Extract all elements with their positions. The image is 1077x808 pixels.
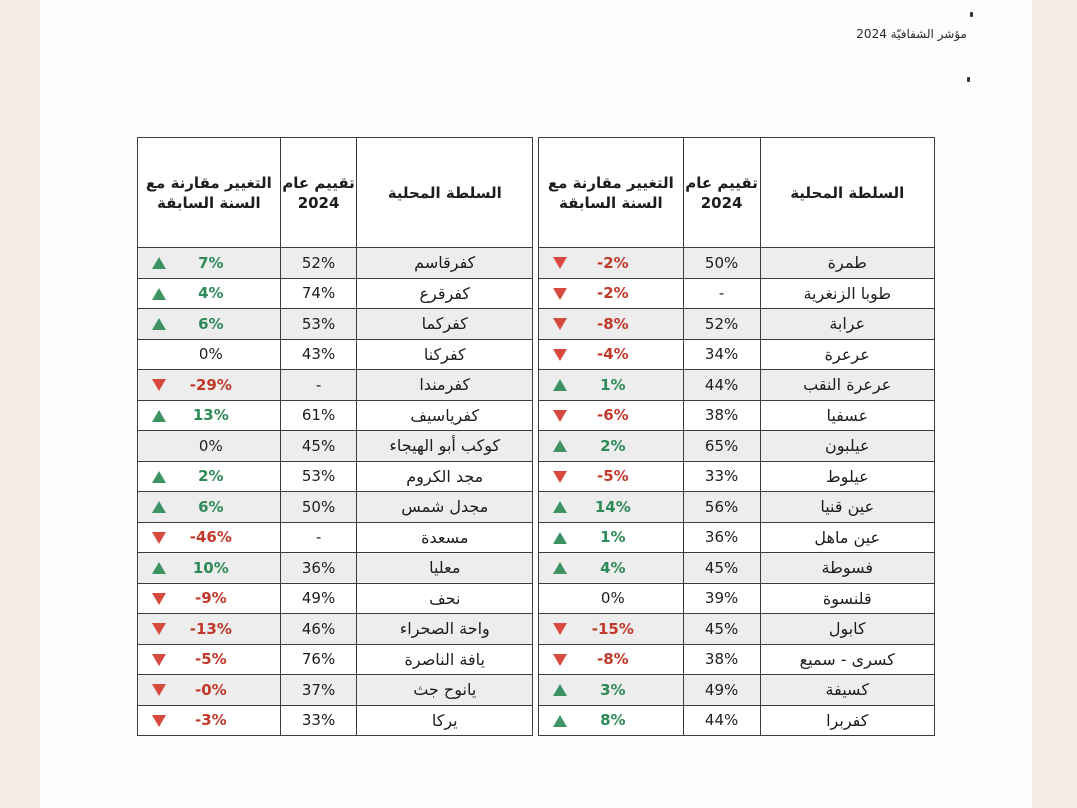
change-cell: [539, 370, 684, 401]
rating-value: 52%: [280, 248, 357, 279]
change-value: 10%: [192, 558, 229, 577]
change-cell: [539, 461, 684, 492]
table-row: [539, 644, 935, 675]
change-cell: [138, 248, 281, 279]
rating-value: 45%: [683, 553, 760, 584]
change-cell: [138, 553, 281, 584]
triangle-up-icon: [152, 318, 166, 330]
rating-value: -: [683, 278, 760, 309]
change-value: 3%: [600, 680, 626, 699]
rating-value: 50%: [683, 248, 760, 279]
table-row: [138, 705, 533, 736]
header-rating: تقييم عام 2024: [683, 138, 760, 248]
triangle-up-icon: [152, 257, 166, 269]
authority-name: يانوح جث: [357, 675, 533, 706]
rating-value: 49%: [683, 675, 760, 706]
change-value: -8%: [596, 314, 629, 333]
change-cell: [539, 309, 684, 340]
triangle-down-icon: [152, 379, 166, 391]
change-cell: [138, 492, 281, 523]
rating-value: 36%: [683, 522, 760, 553]
authority-name: كفرياسيف: [357, 400, 533, 431]
change-value: -2%: [596, 284, 629, 303]
change-value: -4%: [596, 345, 629, 364]
authority-name: عيلوط: [760, 461, 935, 492]
change-value: -5%: [194, 650, 227, 669]
change-value: -46%: [189, 528, 232, 547]
authority-name: كفركنا: [357, 339, 533, 370]
change-value: 6%: [198, 314, 224, 333]
rating-value: 46%: [280, 614, 357, 645]
change-cell: [138, 705, 281, 736]
change-cell: [539, 583, 684, 614]
rating-value: 33%: [683, 461, 760, 492]
table-row: [539, 675, 935, 706]
table-row: [539, 278, 935, 309]
rating-value: 34%: [683, 339, 760, 370]
change-value: -29%: [189, 375, 232, 394]
table-row: [138, 614, 533, 645]
table-header-row: [138, 138, 533, 248]
page-header-title: مؤشر الشفافيّة 2024: [856, 27, 967, 41]
change-value: 8%: [600, 711, 626, 730]
triangle-down-icon: [553, 410, 567, 422]
change-cell: [138, 522, 281, 553]
change-value: -9%: [194, 589, 227, 608]
authority-name: عرابة: [760, 309, 935, 340]
rating-value: -: [280, 370, 357, 401]
authority-name: عين ماهل: [760, 522, 935, 553]
authority-name: مجد الكروم: [357, 461, 533, 492]
table-row: [539, 492, 935, 523]
table-row: [539, 400, 935, 431]
change-value: 2%: [600, 436, 626, 455]
change-value: -5%: [596, 467, 629, 486]
change-value: 2%: [198, 467, 224, 486]
rating-value: 65%: [683, 431, 760, 462]
triangle-down-icon: [553, 288, 567, 300]
authority-name: واحة الصحراء: [357, 614, 533, 645]
rating-value: 44%: [683, 370, 760, 401]
authority-name: طوبا الزنغرية: [760, 278, 935, 309]
rating-value: -: [280, 522, 357, 553]
table-row: [138, 644, 533, 675]
authority-name: كفركما: [357, 309, 533, 340]
change-value: 7%: [198, 253, 224, 272]
triangle-down-icon: [553, 318, 567, 330]
rating-value: 53%: [280, 309, 357, 340]
authority-name: مسعدة: [357, 522, 533, 553]
table-row: [138, 339, 533, 370]
rating-value: 56%: [683, 492, 760, 523]
change-value: -2%: [596, 253, 629, 272]
triangle-up-icon: [553, 501, 567, 513]
authority-name: عيلبون: [760, 431, 935, 462]
table-row: [539, 431, 935, 462]
table-row: [539, 248, 935, 279]
table-row: [138, 492, 533, 523]
change-value: 4%: [600, 558, 626, 577]
change-value: 14%: [594, 497, 631, 516]
change-value: -8%: [596, 650, 629, 669]
change-cell: [539, 339, 684, 370]
rating-value: 45%: [683, 614, 760, 645]
table-row: [539, 614, 935, 645]
triangle-down-icon: [152, 654, 166, 666]
triangle-down-icon: [152, 684, 166, 696]
authority-name: كفرقرع: [357, 278, 533, 309]
rating-value: 45%: [280, 431, 357, 462]
authority-name: عين قنيا: [760, 492, 935, 523]
table-row: [539, 583, 935, 614]
authority-name: كوكب أبو الهيجاء: [357, 431, 533, 462]
change-value: 1%: [600, 375, 626, 394]
change-value: 4%: [198, 284, 224, 303]
triangle-up-icon: [553, 532, 567, 544]
rating-value: 36%: [280, 553, 357, 584]
triangle-up-icon: [553, 379, 567, 391]
authority-name: فسوطة: [760, 553, 935, 584]
table-header-row: [539, 138, 935, 248]
triangle-down-icon: [152, 532, 166, 544]
rating-value: 39%: [683, 583, 760, 614]
change-cell: [138, 400, 281, 431]
authority-name: قلنسوة: [760, 583, 935, 614]
header-change: التغيير مقارنة مع السنة السابقة: [539, 138, 684, 248]
table-row: [138, 309, 533, 340]
header-change: التغيير مقارنة مع السنة السابقة: [138, 138, 281, 248]
authority-name: كسيفة: [760, 675, 935, 706]
triangle-down-icon: [553, 257, 567, 269]
table-row: [138, 370, 533, 401]
triangle-up-icon: [152, 471, 166, 483]
scan-mark: [970, 12, 973, 17]
table-row: [539, 309, 935, 340]
change-cell: [539, 248, 684, 279]
change-cell: [539, 675, 684, 706]
change-value: 6%: [198, 497, 224, 516]
change-value: 1%: [600, 528, 626, 547]
table-row: [138, 553, 533, 584]
change-cell: [539, 614, 684, 645]
change-value: 0%: [198, 436, 223, 455]
table-row: [539, 705, 935, 736]
triangle-up-icon: [152, 562, 166, 574]
authority-name: كفرقاسم: [357, 248, 533, 279]
change-cell: [539, 553, 684, 584]
change-cell: [539, 400, 684, 431]
change-cell: [138, 431, 281, 462]
rating-value: 74%: [280, 278, 357, 309]
change-value: -6%: [596, 406, 629, 425]
change-cell: [138, 461, 281, 492]
header-authority: السلطة المحلية: [357, 138, 533, 248]
table-row: [138, 431, 533, 462]
rating-value: 50%: [280, 492, 357, 523]
authority-name: نحف: [357, 583, 533, 614]
authority-name: يركا: [357, 705, 533, 736]
rating-value: 38%: [683, 400, 760, 431]
authority-name: كسرى - سميع: [760, 644, 935, 675]
rating-value: 52%: [683, 309, 760, 340]
triangle-down-icon: [553, 349, 567, 361]
table-row: [138, 583, 533, 614]
change-cell: [138, 309, 281, 340]
triangle-up-icon: [553, 684, 567, 696]
header-authority: السلطة المحلية: [760, 138, 935, 248]
table-row: [138, 522, 533, 553]
change-cell: [539, 644, 684, 675]
change-value: -15%: [591, 619, 634, 638]
triangle-down-icon: [152, 593, 166, 605]
change-value: 0%: [600, 589, 625, 608]
change-cell: [138, 278, 281, 309]
triangle-up-icon: [553, 562, 567, 574]
rating-value: 49%: [280, 583, 357, 614]
rating-value: 53%: [280, 461, 357, 492]
authority-name: معليا: [357, 553, 533, 584]
change-cell: [539, 522, 684, 553]
triangle-down-icon: [152, 715, 166, 727]
triangle-up-icon: [152, 501, 166, 513]
authority-name: عرعرة النقب: [760, 370, 935, 401]
scan-mark: [967, 77, 970, 82]
rating-value: 38%: [683, 644, 760, 675]
authority-name: عسفيا: [760, 400, 935, 431]
change-cell: [539, 705, 684, 736]
change-value: -0%: [194, 680, 227, 699]
triangle-up-icon: [553, 715, 567, 727]
change-value: 13%: [192, 406, 229, 425]
change-cell: [138, 644, 281, 675]
change-cell: [539, 492, 684, 523]
rating-value: 43%: [280, 339, 357, 370]
change-cell: [138, 370, 281, 401]
table-row: [539, 370, 935, 401]
authority-name: كفرمندا: [357, 370, 533, 401]
rating-value: 37%: [280, 675, 357, 706]
table-row: [138, 248, 533, 279]
table-row: [539, 461, 935, 492]
table-row: [138, 675, 533, 706]
rating-value: 76%: [280, 644, 357, 675]
change-cell: [539, 431, 684, 462]
table-row: [539, 339, 935, 370]
change-cell: [138, 614, 281, 645]
triangle-down-icon: [553, 623, 567, 635]
triangle-down-icon: [553, 654, 567, 666]
change-cell: [138, 339, 281, 370]
authority-name: طمرة: [760, 248, 935, 279]
change-cell: [138, 675, 281, 706]
triangle-down-icon: [152, 623, 166, 635]
authority-name: يافة الناصرة: [357, 644, 533, 675]
change-value: -13%: [189, 619, 232, 638]
triangle-down-icon: [553, 471, 567, 483]
rating-value: 61%: [280, 400, 357, 431]
table-row: [138, 278, 533, 309]
triangle-up-icon: [152, 288, 166, 300]
change-cell: [138, 583, 281, 614]
authority-name: كابول: [760, 614, 935, 645]
triangle-up-icon: [553, 440, 567, 452]
authority-name: كفربرا: [760, 705, 935, 736]
change-value: 0%: [198, 345, 223, 364]
authority-name: عرعرة: [760, 339, 935, 370]
rating-value: 44%: [683, 705, 760, 736]
table-row: [138, 461, 533, 492]
table-row: [539, 522, 935, 553]
change-cell: [539, 278, 684, 309]
triangle-up-icon: [152, 410, 166, 422]
authority-name: مجدل شمس: [357, 492, 533, 523]
authority-table-right: [538, 137, 935, 736]
table-row: [539, 553, 935, 584]
authority-table-left: [137, 137, 533, 736]
rating-value: 33%: [280, 705, 357, 736]
table-row: [138, 400, 533, 431]
header-rating: تقييم عام 2024: [280, 138, 357, 248]
change-value: -3%: [194, 711, 227, 730]
